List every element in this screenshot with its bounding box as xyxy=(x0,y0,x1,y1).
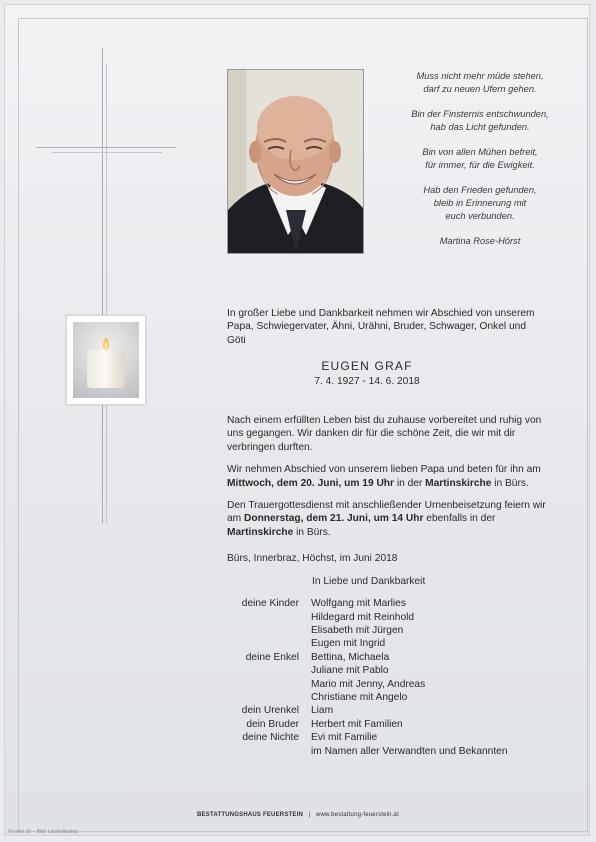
service-text: ebenfalls in der xyxy=(423,513,496,525)
poem-author: Martina Rose-Hörst xyxy=(439,236,521,246)
place-date: Bürs, Innerbraz, Höchst, im Juni 2018 xyxy=(227,553,398,565)
poem-stanza xyxy=(380,184,580,223)
survivor-names xyxy=(311,731,547,758)
poem-stanza xyxy=(380,70,580,96)
survivor-names xyxy=(311,718,547,731)
survivor-label: deine Enkel xyxy=(245,651,299,663)
survivor-group xyxy=(227,704,547,717)
survivor-name: Hildegard mit Reinhold xyxy=(311,611,415,623)
poem-line: für immer, für die Ewigkeit. xyxy=(425,160,535,170)
footer-separator: | xyxy=(308,812,311,818)
cross-horizontal-line xyxy=(36,147,176,148)
survivor-group xyxy=(227,651,547,705)
candle-icon xyxy=(87,350,125,388)
survivor-name: Herbert mit Familien xyxy=(311,718,403,730)
survivor-group xyxy=(227,718,547,731)
survivor-name: Christiane mit Angelo xyxy=(311,691,408,703)
funeral-home-name: BESTATTUNGSHAUS FEUERSTEIN xyxy=(197,812,303,818)
intro-text: In großer Liebe und Dankbarkeit nehmen wir Abschied von unserem Papa, Schwiegervater, Ähni, Urähni, Bruder, Schwager, Onkel und Göti xyxy=(227,308,535,346)
prayer-text: Wir nehmen Abschied von unserem lieben Papa und beten für ihn am xyxy=(227,464,541,476)
candle-background xyxy=(73,322,139,398)
obituary-text xyxy=(227,307,547,758)
prayer-church: Martinskirche xyxy=(425,477,492,489)
poem-line: euch verbunden. xyxy=(445,211,515,221)
poem-line: Bin der Finsternis entschwunden, xyxy=(411,109,549,119)
survivor-label: deine Kinder xyxy=(241,598,299,610)
service-date: Donnerstag, dem 21. Juni, um 14 Uhr xyxy=(243,513,424,525)
thanks-line: In Liebe und Dankbarkeit xyxy=(312,575,426,587)
cross-vertical-line-2 xyxy=(106,64,107,524)
survivor-name: Juliane mit Pablo xyxy=(311,665,389,677)
survivor-label: dein Bruder xyxy=(246,718,299,730)
survivor-name: Evi mit Familie xyxy=(311,732,378,744)
poem-stanza xyxy=(380,146,580,172)
poem-line: Hab den Frieden gefunden, xyxy=(423,185,537,195)
flame-icon xyxy=(103,338,109,350)
survivor-label: deine Nichte xyxy=(242,732,299,744)
poem xyxy=(380,70,580,248)
poem-line: darf zu neuen Ufern gehen. xyxy=(423,84,537,94)
survivor-name: Mario mit Jenny, Andreas xyxy=(311,678,426,690)
life-dates: 7. 4. 1927 - 14. 6. 2018 xyxy=(314,375,420,387)
prayer-paragraph xyxy=(227,463,547,490)
poem-line: bleib in Erinnerung mit xyxy=(433,198,527,208)
survivor-name: Liam xyxy=(311,705,334,717)
poem-line: Muss nicht mehr müde stehen, xyxy=(416,71,544,81)
funeral-home-website[interactable]: www.bestattung-feuerstein.at xyxy=(315,812,399,818)
survivor-name: Wolfgang mit Marlies xyxy=(311,598,406,610)
poem-line: Bin von allen Mühen befreit, xyxy=(422,147,538,157)
footer xyxy=(0,812,596,818)
prayer-text: in Bürs. xyxy=(491,477,529,489)
portrait-photo xyxy=(227,69,364,254)
survivor-name: Bettina, Michaela xyxy=(311,651,390,663)
poem-stanza xyxy=(380,108,580,134)
portrait-illustration xyxy=(228,70,363,253)
service-text: Den Trauergottesdienst mit anschließender Urnenbeisetzung feiern wir am xyxy=(227,500,546,525)
cross-vertical-line xyxy=(102,48,103,523)
survivor-names xyxy=(311,704,547,717)
survivors-list xyxy=(227,597,547,758)
survivor-names xyxy=(311,651,547,705)
farewell-paragraph: Nach einem erfüllten Leben bist du zuhause vorbereitet und ruhig von uns gegangen. Wir danken dir für die schöne Zeit, die wir mit dir verbringen durften. xyxy=(227,415,542,453)
image-credit: Renten 16 – Bild: Lösch/Austria xyxy=(8,829,79,835)
survivor-name: Elisabeth mit Jürgen xyxy=(311,624,404,636)
poem-line: hab das Licht gefunden. xyxy=(430,122,530,132)
service-text: in Bürs. xyxy=(293,526,331,538)
deceased-name: EUGEN GRAF xyxy=(321,359,413,374)
service-church: Martinskirche xyxy=(227,526,294,538)
survivor-group xyxy=(227,597,547,651)
cross-horizontal-line-2 xyxy=(52,152,162,153)
survivor-label: dein Urenkel xyxy=(241,705,299,717)
prayer-date: Mittwoch, dem 20. Juni, um 19 Uhr xyxy=(227,477,394,489)
survivor-name: Eugen mit Ingrid xyxy=(311,638,386,650)
survivor-names xyxy=(311,597,547,651)
candle-image xyxy=(66,315,146,405)
survivor-name: im Namen aller Verwandten und Bekannten xyxy=(311,745,508,757)
prayer-text: in der xyxy=(394,477,426,489)
survivor-group xyxy=(227,731,547,758)
service-paragraph xyxy=(227,499,547,539)
